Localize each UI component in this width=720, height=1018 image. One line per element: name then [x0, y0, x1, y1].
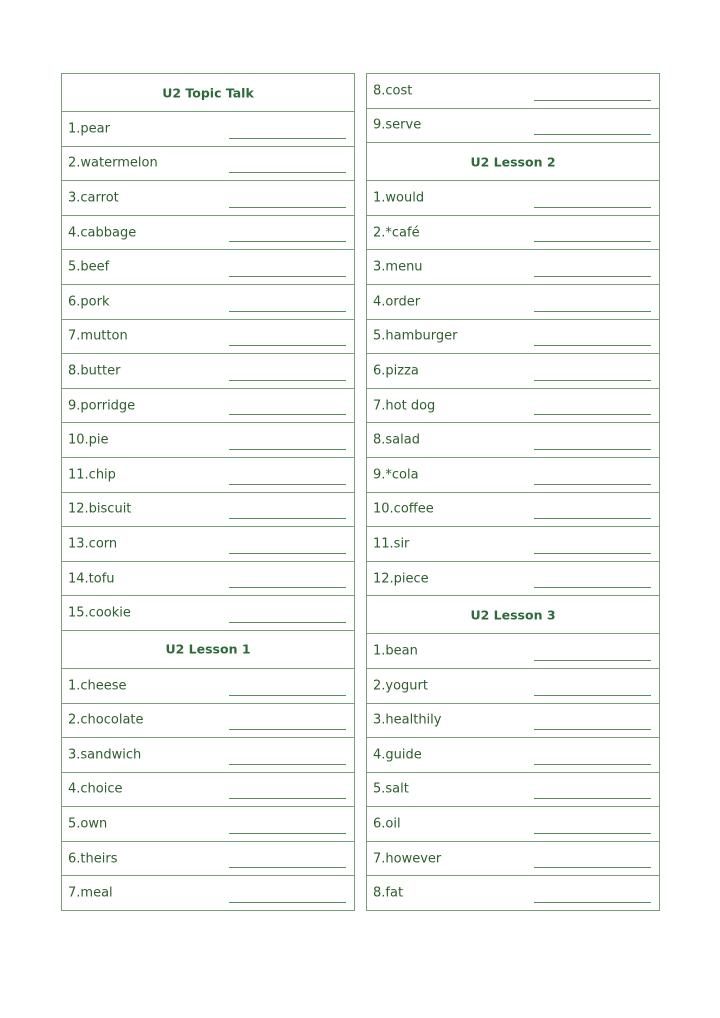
- answer-blank-line[interactable]: [229, 695, 346, 696]
- answer-blank-line[interactable]: [229, 414, 346, 415]
- vocab-row: [62, 876, 354, 911]
- vocab-row: [367, 389, 659, 424]
- vocab-row: [62, 493, 354, 528]
- vocab-word: 2.*café: [373, 225, 420, 241]
- vocab-word: 6.pork: [68, 294, 110, 310]
- answer-blank-line[interactable]: [534, 729, 651, 730]
- answer-blank-line[interactable]: [229, 798, 346, 799]
- vocab-row: [62, 669, 354, 704]
- answer-blank-line[interactable]: [229, 207, 346, 208]
- vocab-row: [367, 354, 659, 389]
- vocab-word: 11.chip: [68, 467, 116, 483]
- answer-blank-line[interactable]: [534, 207, 651, 208]
- answer-blank-line[interactable]: [229, 276, 346, 277]
- answer-blank-line[interactable]: [229, 484, 346, 485]
- vocab-word: 2.watermelon: [68, 155, 158, 171]
- answer-blank-line[interactable]: [534, 345, 651, 346]
- vocab-row: [367, 876, 659, 911]
- vocab-row: [62, 738, 354, 773]
- right-vocabulary-column: [366, 73, 660, 911]
- vocab-row: [367, 109, 659, 144]
- vocab-row: [62, 112, 354, 147]
- vocab-row: [62, 389, 354, 424]
- vocab-row: [62, 250, 354, 285]
- answer-blank-line[interactable]: [229, 172, 346, 173]
- vocab-word: 7.hot dog: [373, 398, 436, 414]
- section-title: U2 Lesson 1: [165, 641, 251, 657]
- vocab-word: 1.cheese: [68, 678, 127, 694]
- vocab-word: 1.pear: [68, 121, 110, 137]
- left-vocabulary-column: [61, 73, 355, 911]
- vocab-word: 14.tofu: [68, 571, 115, 587]
- answer-blank-line[interactable]: [534, 798, 651, 799]
- vocab-word: 5.hamburger: [373, 328, 458, 344]
- answer-blank-line[interactable]: [534, 380, 651, 381]
- vocab-word: 2.chocolate: [68, 712, 144, 728]
- vocab-word: 9.*cola: [373, 467, 419, 483]
- vocab-row: [62, 458, 354, 493]
- answer-blank-line[interactable]: [229, 380, 346, 381]
- answer-blank-line[interactable]: [229, 553, 346, 554]
- section-header: [62, 74, 354, 112]
- vocab-row: [367, 181, 659, 216]
- vocab-word: 6.pizza: [373, 363, 419, 379]
- vocab-word: 3.sandwich: [68, 747, 142, 763]
- answer-blank-line[interactable]: [534, 241, 651, 242]
- vocab-word: 4.order: [373, 294, 421, 310]
- section-header: [62, 631, 354, 669]
- vocab-word: 4.choice: [68, 781, 123, 797]
- answer-blank-line[interactable]: [229, 311, 346, 312]
- vocab-word: 6.oil: [373, 816, 401, 832]
- vocab-row: [367, 807, 659, 842]
- section-header: [367, 596, 659, 634]
- vocab-row: [62, 181, 354, 216]
- answer-blank-line[interactable]: [229, 622, 346, 623]
- section-title: U2 Lesson 3: [470, 607, 556, 623]
- answer-blank-line[interactable]: [229, 345, 346, 346]
- vocab-word: 1.would: [373, 190, 425, 206]
- vocab-row: [62, 704, 354, 739]
- vocab-word: 9.porridge: [68, 398, 136, 414]
- vocab-word: 3.healthily: [373, 712, 442, 728]
- vocab-row: [367, 285, 659, 320]
- vocab-row: [367, 842, 659, 877]
- vocab-row: [367, 423, 659, 458]
- answer-blank-line[interactable]: [229, 587, 346, 588]
- answer-blank-line[interactable]: [229, 902, 346, 903]
- answer-blank-line[interactable]: [229, 518, 346, 519]
- vocab-row: [367, 458, 659, 493]
- vocab-word: 11.sir: [373, 536, 410, 552]
- vocab-word: 4.guide: [373, 747, 422, 763]
- vocab-row: [62, 285, 354, 320]
- answer-blank-line[interactable]: [534, 867, 651, 868]
- answer-blank-line[interactable]: [534, 134, 651, 135]
- vocab-word: 6.theirs: [68, 851, 118, 867]
- vocab-word: 1.bean: [373, 643, 418, 659]
- vocab-word: 12.biscuit: [68, 501, 132, 517]
- answer-blank-line[interactable]: [534, 695, 651, 696]
- vocab-row: [367, 669, 659, 704]
- vocab-word: 8.salad: [373, 432, 420, 448]
- answer-blank-line[interactable]: [534, 484, 651, 485]
- answer-blank-line[interactable]: [534, 100, 651, 101]
- answer-blank-line[interactable]: [534, 764, 651, 765]
- answer-blank-line[interactable]: [229, 138, 346, 139]
- answer-blank-line[interactable]: [534, 553, 651, 554]
- answer-blank-line[interactable]: [229, 833, 346, 834]
- vocab-word: 12.piece: [373, 571, 429, 587]
- vocab-row: [367, 634, 659, 669]
- vocab-row: [62, 773, 354, 808]
- vocab-row: [62, 320, 354, 355]
- vocab-row: [62, 596, 354, 631]
- answer-blank-line[interactable]: [229, 449, 346, 450]
- vocab-row: [62, 147, 354, 182]
- vocab-word: 3.menu: [373, 259, 423, 275]
- vocab-word: 3.carrot: [68, 190, 119, 206]
- answer-blank-line[interactable]: [229, 764, 346, 765]
- vocab-row: [367, 216, 659, 251]
- answer-blank-line[interactable]: [534, 660, 651, 661]
- vocab-row: [62, 216, 354, 251]
- answer-blank-line[interactable]: [229, 241, 346, 242]
- answer-blank-line[interactable]: [229, 729, 346, 730]
- section-header: [367, 143, 659, 181]
- answer-blank-line[interactable]: [229, 867, 346, 868]
- vocab-word: 10.pie: [68, 432, 109, 448]
- vocab-word: 8.fat: [373, 885, 404, 901]
- vocab-word: 8.butter: [68, 363, 121, 379]
- answer-blank-line[interactable]: [534, 414, 651, 415]
- vocab-word: 5.salt: [373, 781, 409, 797]
- answer-blank-line[interactable]: [534, 833, 651, 834]
- answer-blank-line[interactable]: [534, 518, 651, 519]
- vocab-word: 8.cost: [373, 83, 413, 99]
- vocab-word: 7.mutton: [68, 328, 128, 344]
- vocab-row: [62, 527, 354, 562]
- vocab-word: 7.however: [373, 851, 442, 867]
- vocab-row: [367, 704, 659, 739]
- vocab-row: [367, 738, 659, 773]
- vocab-word: 15.cookie: [68, 605, 131, 621]
- vocab-row: [367, 320, 659, 355]
- vocab-word: 4.cabbage: [68, 225, 137, 241]
- vocab-word: 2.yogurt: [373, 678, 428, 694]
- answer-blank-line[interactable]: [534, 902, 651, 903]
- answer-blank-line[interactable]: [534, 311, 651, 312]
- vocab-row: [367, 493, 659, 528]
- vocab-word: 5.own: [68, 816, 108, 832]
- section-title: U2 Lesson 2: [470, 154, 556, 170]
- vocab-row: [367, 562, 659, 597]
- vocab-word: 5.beef: [68, 259, 110, 275]
- vocab-row: [62, 842, 354, 877]
- section-title: U2 Topic Talk: [162, 85, 254, 100]
- vocab-word: 9.serve: [373, 117, 422, 133]
- vocab-word: 13.corn: [68, 536, 118, 552]
- answer-blank-line[interactable]: [534, 587, 651, 588]
- vocab-word: 10.coffee: [373, 501, 434, 517]
- vocab-row: [62, 423, 354, 458]
- vocab-row: [62, 562, 354, 597]
- answer-blank-line[interactable]: [534, 276, 651, 277]
- vocab-row: [62, 807, 354, 842]
- vocab-row: [367, 773, 659, 808]
- vocab-row: [367, 527, 659, 562]
- vocab-word: 7.meal: [68, 885, 113, 901]
- vocab-row: [367, 250, 659, 285]
- vocab-row: [62, 354, 354, 389]
- answer-blank-line[interactable]: [534, 449, 651, 450]
- vocab-row: [367, 74, 659, 109]
